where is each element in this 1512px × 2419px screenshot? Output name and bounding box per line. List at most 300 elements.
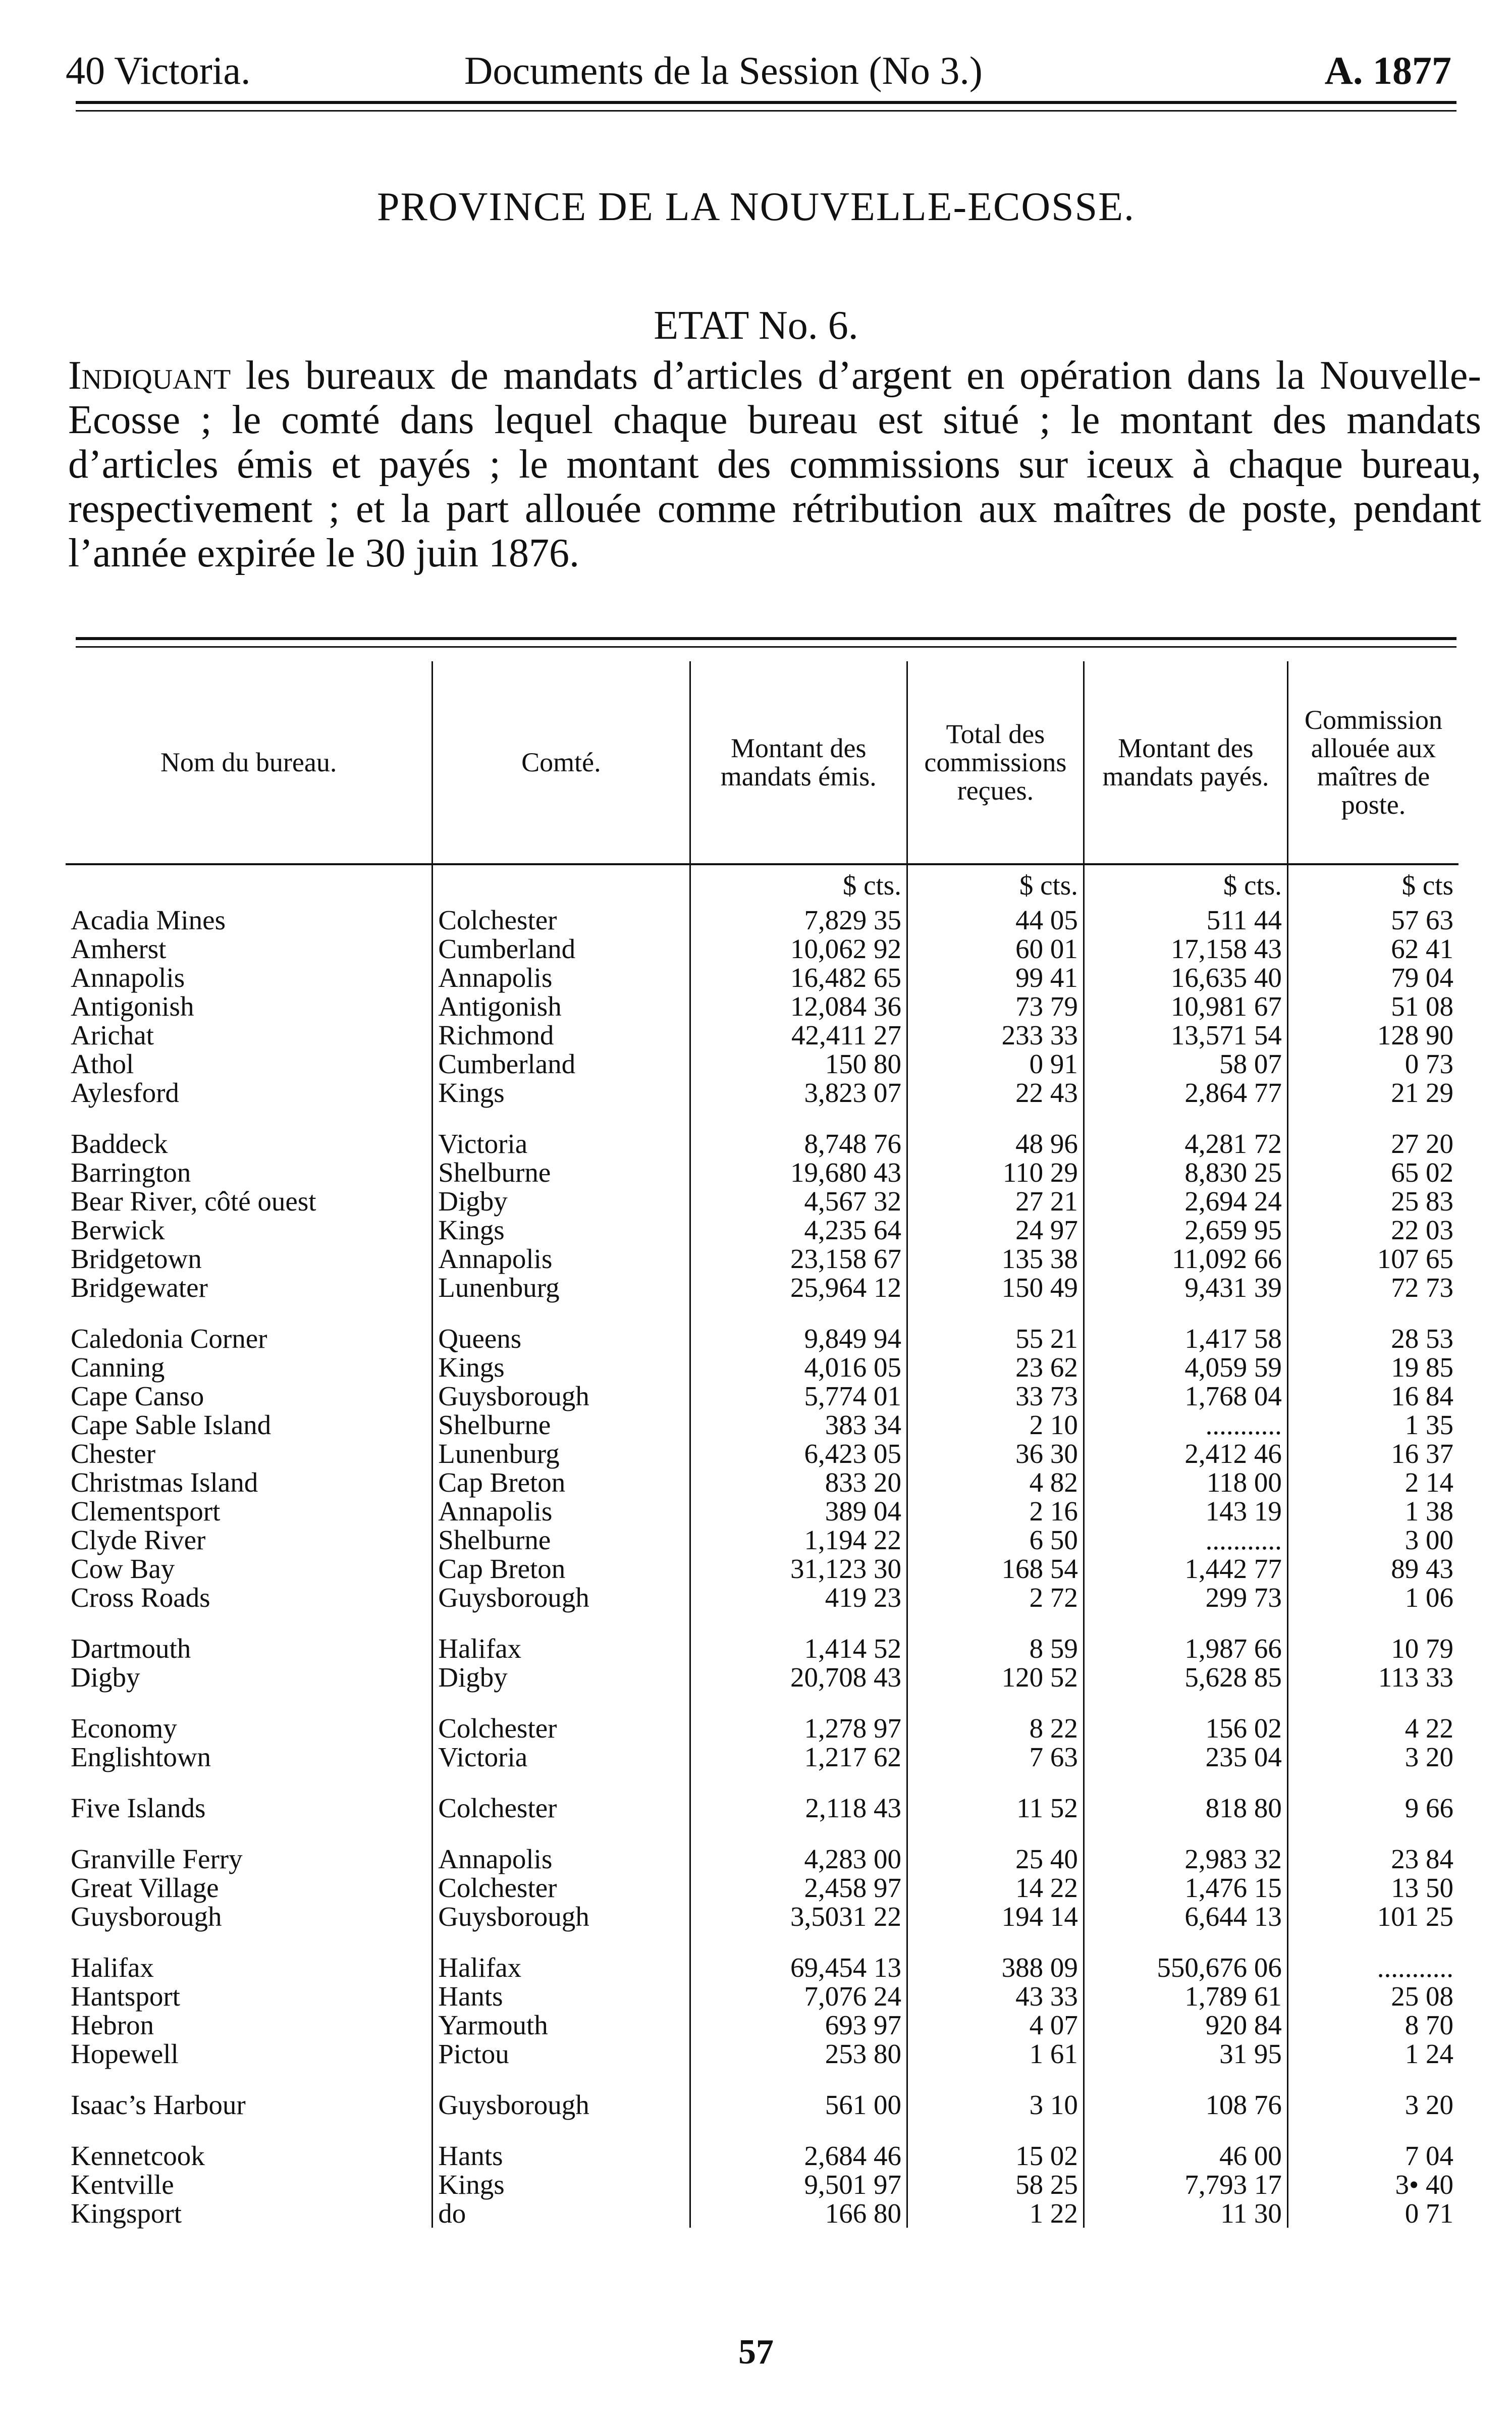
table-row bbox=[66, 1439, 1459, 1468]
issued-amount: 69,454 13 bbox=[690, 1953, 907, 1982]
table-row bbox=[66, 1982, 1459, 2011]
issued-amount: 4,235 64 bbox=[690, 1216, 907, 1244]
commission-amount: 44 05 bbox=[907, 906, 1084, 934]
table-row bbox=[66, 2090, 1459, 2119]
office-name: Christmas Island bbox=[71, 1467, 258, 1498]
commission-amount: 135 38 bbox=[907, 1244, 1084, 1273]
county: Shelburne bbox=[433, 1526, 690, 1554]
issued-amount: 5,774 01 bbox=[690, 1382, 907, 1410]
commission-amount: 58 25 bbox=[907, 2170, 1084, 2199]
table-row bbox=[66, 1158, 1459, 1187]
paid-amount: 1,987 66 bbox=[1084, 1634, 1287, 1663]
county: Lunenburg bbox=[433, 1273, 690, 1302]
county: Halifax bbox=[433, 1953, 690, 1982]
commission-amount: 168 54 bbox=[907, 1554, 1084, 1583]
office-name: Chester bbox=[71, 1438, 156, 1469]
commission-amount: 4 82 bbox=[907, 1468, 1084, 1497]
paid-amount: 17,158 43 bbox=[1084, 934, 1287, 963]
county: Victoria bbox=[433, 1129, 690, 1158]
office-name: Economy bbox=[71, 1713, 177, 1744]
issued-amount: 2,684 46 bbox=[690, 2141, 907, 2170]
commission-amount: 233 33 bbox=[907, 1021, 1084, 1049]
table-row bbox=[66, 1794, 1459, 1822]
county: Halifax bbox=[433, 1634, 690, 1663]
office-name: Bridgewater bbox=[71, 1272, 208, 1303]
commission-amount: 99 41 bbox=[907, 963, 1084, 992]
allowance-amount: 23 84 bbox=[1287, 1845, 1459, 1873]
paid-amount: 143 19 bbox=[1084, 1497, 1287, 1526]
office-name: Great Village bbox=[71, 1872, 219, 1903]
table-row bbox=[66, 1554, 1459, 1583]
paid-amount: 235 04 bbox=[1084, 1743, 1287, 1771]
office-name: Cape Sable Island bbox=[71, 1409, 272, 1440]
paid-amount: 10,981 67 bbox=[1084, 992, 1287, 1021]
table-row bbox=[66, 1902, 1459, 1931]
allowance-amount: 10 79 bbox=[1287, 1634, 1459, 1663]
office-name: Granville Ferry bbox=[71, 1844, 243, 1874]
commission-amount: 55 21 bbox=[907, 1324, 1084, 1353]
allowance-amount: 1 06 bbox=[1287, 1583, 1459, 1612]
group-spacer bbox=[66, 2068, 1459, 2090]
allowance-amount: 2 14 bbox=[1287, 1468, 1459, 1497]
county: Digby bbox=[433, 1187, 690, 1216]
header-volume: 40 Victoria. bbox=[66, 48, 251, 92]
issued-amount: 19,680 43 bbox=[690, 1158, 907, 1187]
issued-amount: 16,482 65 bbox=[690, 963, 907, 992]
running-header bbox=[66, 48, 1451, 93]
office-name: Cow Bay bbox=[71, 1553, 175, 1584]
commission-amount: 110 29 bbox=[907, 1158, 1084, 1187]
office-name: Amherst bbox=[71, 933, 167, 964]
table-row bbox=[66, 1187, 1459, 1216]
office-name: Kingsport bbox=[71, 2198, 182, 2229]
allowance-amount: 57 63 bbox=[1287, 906, 1459, 934]
allowance-amount: 3 00 bbox=[1287, 1526, 1459, 1554]
commission-amount: 194 14 bbox=[907, 1902, 1084, 1931]
issued-amount: 166 80 bbox=[690, 2199, 907, 2228]
county: Colchester bbox=[433, 906, 690, 934]
header-paid: Montant des mandats payés. bbox=[1084, 661, 1287, 864]
county: Cumberland bbox=[433, 934, 690, 963]
paid-amount: 4,281 72 bbox=[1084, 1129, 1287, 1158]
paid-amount: 1,789 61 bbox=[1084, 1982, 1287, 2011]
table-row bbox=[66, 1714, 1459, 1743]
county: Guysborough bbox=[433, 1583, 690, 1612]
allowance-amount: 51 08 bbox=[1287, 992, 1459, 1021]
paid-amount: 299 73 bbox=[1084, 1583, 1287, 1612]
county: Annapolis bbox=[433, 1845, 690, 1873]
intro-first-word: Indiquant bbox=[68, 353, 231, 398]
commission-amount: 11 52 bbox=[907, 1794, 1084, 1822]
issued-amount: 7,076 24 bbox=[690, 1982, 907, 2011]
office-name: Dartmouth bbox=[71, 1633, 191, 1664]
issued-amount: 12,084 36 bbox=[690, 992, 907, 1021]
paid-amount: 31 95 bbox=[1084, 2039, 1287, 2068]
allowance-amount: ........... bbox=[1287, 1953, 1459, 1982]
commission-amount: 1 61 bbox=[907, 2039, 1084, 2068]
header-county: Comté. bbox=[433, 661, 690, 864]
header-rule-bottom bbox=[76, 110, 1456, 112]
issued-amount: 1,217 62 bbox=[690, 1743, 907, 1771]
office-name: Five Islands bbox=[71, 1793, 206, 1823]
commission-amount: 388 09 bbox=[907, 1953, 1084, 1982]
paid-amount: 2,659 95 bbox=[1084, 1216, 1287, 1244]
paid-amount: 2,694 24 bbox=[1084, 1187, 1287, 1216]
allowance-amount: 1 38 bbox=[1287, 1497, 1459, 1526]
office-name: Barrington bbox=[71, 1157, 191, 1188]
paid-amount: 9,431 39 bbox=[1084, 1273, 1287, 1302]
issued-amount: 42,411 27 bbox=[690, 1021, 907, 1049]
allowance-amount: 89 43 bbox=[1287, 1554, 1459, 1583]
issued-amount: 150 80 bbox=[690, 1049, 907, 1078]
county: Hants bbox=[433, 2141, 690, 2170]
paid-amount: 58 07 bbox=[1084, 1049, 1287, 1078]
issued-amount: 8,748 76 bbox=[690, 1129, 907, 1158]
group-spacer bbox=[66, 1612, 1459, 1634]
issued-amount: 1,194 22 bbox=[690, 1526, 907, 1554]
commission-amount: 0 91 bbox=[907, 1049, 1084, 1078]
issued-amount: 2,458 97 bbox=[690, 1873, 907, 1902]
office-name: Baddeck bbox=[71, 1128, 168, 1159]
commission-amount: 60 01 bbox=[907, 934, 1084, 963]
table-row bbox=[66, 1129, 1459, 1158]
group-spacer bbox=[66, 1822, 1459, 1845]
office-name: Bear River, côté ouest bbox=[71, 1186, 316, 1217]
issued-amount: 419 23 bbox=[690, 1583, 907, 1612]
table-rule-top-thin bbox=[76, 646, 1456, 648]
allowance-amount: 128 90 bbox=[1287, 1021, 1459, 1049]
allowance-amount: 1 24 bbox=[1287, 2039, 1459, 2068]
commission-amount: 15 02 bbox=[907, 2141, 1084, 2170]
table-row bbox=[66, 1324, 1459, 1353]
allowance-amount: 3 20 bbox=[1287, 1743, 1459, 1771]
office-name: Englishtown bbox=[71, 1742, 211, 1772]
county: Queens bbox=[433, 1324, 690, 1353]
issued-amount: 1,414 52 bbox=[690, 1634, 907, 1663]
paid-amount: 550,676 06 bbox=[1084, 1953, 1287, 1982]
allowance-amount: 3• 40 bbox=[1287, 2170, 1459, 2199]
table-row bbox=[66, 992, 1459, 1021]
paid-amount: 156 02 bbox=[1084, 1714, 1287, 1743]
table-row bbox=[66, 963, 1459, 992]
table-row bbox=[66, 1382, 1459, 1410]
page-number: 57 bbox=[738, 2333, 774, 2372]
county: Annapolis bbox=[433, 1497, 690, 1526]
header-rule-top bbox=[76, 101, 1456, 104]
table-row bbox=[66, 1743, 1459, 1771]
paid-amount: 4,059 59 bbox=[1084, 1353, 1287, 1382]
unit-allowance: $ cts bbox=[1287, 864, 1459, 906]
paid-amount: 920 84 bbox=[1084, 2011, 1287, 2039]
table-row bbox=[66, 1497, 1459, 1526]
commission-amount: 8 59 bbox=[907, 1634, 1084, 1663]
commission-amount: 6 50 bbox=[907, 1526, 1084, 1554]
county: Colchester bbox=[433, 1714, 690, 1743]
issued-amount: 383 34 bbox=[690, 1410, 907, 1439]
issued-amount: 4,567 32 bbox=[690, 1187, 907, 1216]
issued-amount: 253 80 bbox=[690, 2039, 907, 2068]
paid-amount: 2,864 77 bbox=[1084, 1078, 1287, 1107]
issued-amount: 2,118 43 bbox=[690, 1794, 907, 1822]
commission-amount: 14 22 bbox=[907, 1873, 1084, 1902]
county: Lunenburg bbox=[433, 1439, 690, 1468]
paid-amount: 818 80 bbox=[1084, 1794, 1287, 1822]
allowance-amount: 62 41 bbox=[1287, 934, 1459, 963]
table-row bbox=[66, 1845, 1459, 1873]
allowance-amount: 1 35 bbox=[1287, 1410, 1459, 1439]
table-row bbox=[66, 1468, 1459, 1497]
office-name: Digby bbox=[71, 1662, 140, 1693]
office-name: Guysborough bbox=[71, 1901, 222, 1932]
paid-amount: 6,644 13 bbox=[1084, 1902, 1287, 1931]
allowance-amount: 101 25 bbox=[1287, 1902, 1459, 1931]
county: Colchester bbox=[433, 1794, 690, 1822]
commission-amount: 4 07 bbox=[907, 2011, 1084, 2039]
commission-amount: 33 73 bbox=[907, 1382, 1084, 1410]
county: Guysborough bbox=[433, 1382, 690, 1410]
office-name: Annapolis bbox=[71, 962, 185, 993]
issued-amount: 3,5031 22 bbox=[690, 1902, 907, 1931]
group-spacer bbox=[66, 1692, 1459, 1714]
intro-paragraph bbox=[68, 353, 1481, 575]
allowance-amount: 107 65 bbox=[1287, 1244, 1459, 1273]
commission-amount: 25 40 bbox=[907, 1845, 1084, 1873]
paid-amount: 1,442 77 bbox=[1084, 1554, 1287, 1583]
county: Yarmouth bbox=[433, 2011, 690, 2039]
unit-issued: $ cts. bbox=[690, 864, 907, 906]
paid-amount: 511 44 bbox=[1084, 906, 1287, 934]
county: Cap Breton bbox=[433, 1468, 690, 1497]
office-name: Caledonia Corner bbox=[71, 1323, 267, 1354]
group-spacer bbox=[66, 1931, 1459, 1953]
paid-amount: 11 30 bbox=[1084, 2199, 1287, 2228]
county: Colchester bbox=[433, 1873, 690, 1902]
county: Pictou bbox=[433, 2039, 690, 2068]
table-row bbox=[66, 2141, 1459, 2170]
issued-amount: 1,278 97 bbox=[690, 1714, 907, 1743]
table-row bbox=[66, 1273, 1459, 1302]
paid-amount: ........... bbox=[1084, 1526, 1287, 1554]
commission-amount: 8 22 bbox=[907, 1714, 1084, 1743]
issued-amount: 693 97 bbox=[690, 2011, 907, 2039]
commission-amount: 120 52 bbox=[907, 1663, 1084, 1692]
commission-amount: 1 22 bbox=[907, 2199, 1084, 2228]
table-row bbox=[66, 1244, 1459, 1273]
commission-amount: 150 49 bbox=[907, 1273, 1084, 1302]
allowance-amount: 0 71 bbox=[1287, 2199, 1459, 2228]
issued-amount: 389 04 bbox=[690, 1497, 907, 1526]
commission-amount: 22 43 bbox=[907, 1078, 1084, 1107]
paid-amount: 1,768 04 bbox=[1084, 1382, 1287, 1410]
header-issued: Montant des mandats émis. bbox=[690, 661, 907, 864]
header-year: A. 1877 bbox=[1324, 48, 1451, 92]
paid-amount: 1,417 58 bbox=[1084, 1324, 1287, 1353]
table-row bbox=[66, 1873, 1459, 1902]
allowance-amount: 4 22 bbox=[1287, 1714, 1459, 1743]
issued-amount: 25,964 12 bbox=[690, 1273, 907, 1302]
office-name: Athol bbox=[71, 1048, 134, 1079]
paid-amount: 5,628 85 bbox=[1084, 1663, 1287, 1692]
paid-amount: ........... bbox=[1084, 1410, 1287, 1439]
issued-amount: 3,823 07 bbox=[690, 1078, 907, 1107]
office-name: Kennetcook bbox=[71, 2140, 205, 2171]
units-row bbox=[66, 864, 1459, 906]
county: Guysborough bbox=[433, 2090, 690, 2119]
allowance-amount: 79 04 bbox=[1287, 963, 1459, 992]
county: do bbox=[433, 2199, 690, 2228]
county: Cap Breton bbox=[433, 1554, 690, 1583]
allowance-amount: 9 66 bbox=[1287, 1794, 1459, 1822]
allowance-amount: 25 83 bbox=[1287, 1187, 1459, 1216]
page-title: PROVINCE DE LA NOUVELLE-ECOSSE. bbox=[377, 185, 1135, 229]
allowance-amount: 7 04 bbox=[1287, 2141, 1459, 2170]
office-name: Hopewell bbox=[71, 2038, 179, 2069]
county: Kings bbox=[433, 2170, 690, 2199]
header-name: Nom du bureau. bbox=[160, 747, 337, 777]
office-name: Berwick bbox=[71, 1215, 165, 1245]
table-body bbox=[66, 906, 1459, 2228]
group-spacer bbox=[66, 1107, 1459, 1129]
money-order-table bbox=[66, 661, 1459, 2228]
paid-amount: 2,412 46 bbox=[1084, 1439, 1287, 1468]
unit-commissions: $ cts. bbox=[907, 864, 1084, 906]
table-row bbox=[66, 1410, 1459, 1439]
county: Shelburne bbox=[433, 1410, 690, 1439]
county: Richmond bbox=[433, 1021, 690, 1049]
office-name: Aylesford bbox=[71, 1077, 179, 1108]
county: Kings bbox=[433, 1078, 690, 1107]
paid-amount: 13,571 54 bbox=[1084, 1021, 1287, 1049]
county: Antigonish bbox=[433, 992, 690, 1021]
table-row bbox=[66, 2011, 1459, 2039]
table-row bbox=[66, 1953, 1459, 1982]
table-header-row bbox=[66, 661, 1459, 864]
office-name: Arichat bbox=[71, 1020, 154, 1050]
commission-amount: 43 33 bbox=[907, 1982, 1084, 2011]
allowance-amount: 0 73 bbox=[1287, 1049, 1459, 1078]
issued-amount: 7,829 35 bbox=[690, 906, 907, 934]
allowance-amount: 22 03 bbox=[1287, 1216, 1459, 1244]
allowance-amount: 16 84 bbox=[1287, 1382, 1459, 1410]
issued-amount: 6,423 05 bbox=[690, 1439, 907, 1468]
office-name: Isaac’s Harbour bbox=[71, 2089, 246, 2120]
paid-amount: 118 00 bbox=[1084, 1468, 1287, 1497]
county: Hants bbox=[433, 1982, 690, 2011]
paid-amount: 108 76 bbox=[1084, 2090, 1287, 2119]
table-rule-top bbox=[76, 637, 1456, 640]
commission-amount: 73 79 bbox=[907, 992, 1084, 1021]
office-name: Canning bbox=[71, 1352, 165, 1383]
commission-amount: 3 10 bbox=[907, 2090, 1084, 2119]
table-row bbox=[66, 1526, 1459, 1554]
commission-amount: 23 62 bbox=[907, 1353, 1084, 1382]
allowance-amount: 8 70 bbox=[1287, 2011, 1459, 2039]
allowance-amount: 65 02 bbox=[1287, 1158, 1459, 1187]
issued-amount: 833 20 bbox=[690, 1468, 907, 1497]
office-name: Acadia Mines bbox=[71, 905, 226, 935]
county: Kings bbox=[433, 1216, 690, 1244]
office-name: Clyde River bbox=[71, 1524, 206, 1555]
header-commissions: Total des commissions reçues. bbox=[907, 661, 1084, 864]
paid-amount: 46 00 bbox=[1084, 2141, 1287, 2170]
office-name: Cross Roads bbox=[71, 1582, 210, 1613]
table-row bbox=[66, 2039, 1459, 2068]
county: Cumberland bbox=[433, 1049, 690, 1078]
table-row bbox=[66, 1663, 1459, 1692]
commission-amount: 2 10 bbox=[907, 1410, 1084, 1439]
commission-amount: 2 16 bbox=[907, 1497, 1084, 1526]
office-name: Kentville bbox=[71, 2169, 174, 2200]
paid-amount: 7,793 17 bbox=[1084, 2170, 1287, 2199]
allowance-amount: 21 29 bbox=[1287, 1078, 1459, 1107]
office-name: Hebron bbox=[71, 2010, 154, 2040]
commission-amount: 36 30 bbox=[907, 1439, 1084, 1468]
table-row bbox=[66, 934, 1459, 963]
table-row bbox=[66, 1021, 1459, 1049]
statement-number: ETAT No. 6. bbox=[654, 303, 858, 348]
county: Guysborough bbox=[433, 1902, 690, 1931]
allowance-amount: 3 20 bbox=[1287, 2090, 1459, 2119]
commission-amount: 7 63 bbox=[907, 1743, 1084, 1771]
allowance-amount: 28 53 bbox=[1287, 1324, 1459, 1353]
county: Victoria bbox=[433, 1743, 690, 1771]
issued-amount: 9,501 97 bbox=[690, 2170, 907, 2199]
table-row bbox=[66, 2170, 1459, 2199]
paid-amount: 8,830 25 bbox=[1084, 1158, 1287, 1187]
issued-amount: 4,016 05 bbox=[690, 1353, 907, 1382]
allowance-amount: 27 20 bbox=[1287, 1129, 1459, 1158]
allowance-amount: 16 37 bbox=[1287, 1439, 1459, 1468]
intro-text: les bureaux de mandats d’articles d’argent en opération dans la Nouvelle-Ecosse ; le comté dans lequel chaque bureau est situé ; le montant des mandats d’articles émis et payés ; le montant des commissions sur iceux à chaque bureau, respectivement ; et la part allouée comme rétribution aux maîtres de poste, pendant l’année expirée le 30 juin 1876. bbox=[68, 353, 1482, 575]
county: Shelburne bbox=[433, 1158, 690, 1187]
allowance-amount: 19 85 bbox=[1287, 1353, 1459, 1382]
allowance-amount: 113 33 bbox=[1287, 1663, 1459, 1692]
paid-amount: 11,092 66 bbox=[1084, 1244, 1287, 1273]
office-name: Halifax bbox=[71, 1952, 154, 1983]
commission-amount: 48 96 bbox=[907, 1129, 1084, 1158]
office-name: Antigonish bbox=[71, 991, 194, 1022]
table-row bbox=[66, 906, 1459, 934]
commission-amount: 24 97 bbox=[907, 1216, 1084, 1244]
office-name: Hantsport bbox=[71, 1981, 180, 2012]
paid-amount: 1,476 15 bbox=[1084, 1873, 1287, 1902]
issued-amount: 20,708 43 bbox=[690, 1663, 907, 1692]
allowance-amount: 13 50 bbox=[1287, 1873, 1459, 1902]
group-spacer bbox=[66, 2119, 1459, 2141]
issued-amount: 23,158 67 bbox=[690, 1244, 907, 1273]
table-row bbox=[66, 1583, 1459, 1612]
issued-amount: 561 00 bbox=[690, 2090, 907, 2119]
allowance-amount: 72 73 bbox=[1287, 1273, 1459, 1302]
table-row bbox=[66, 1353, 1459, 1382]
issued-amount: 31,123 30 bbox=[690, 1554, 907, 1583]
table-row bbox=[66, 1078, 1459, 1107]
table-row bbox=[66, 1216, 1459, 1244]
header-session: Documents de la Session (No 3.) bbox=[464, 48, 983, 92]
county: Digby bbox=[433, 1663, 690, 1692]
office-name: Bridgetown bbox=[71, 1243, 202, 1274]
table-row bbox=[66, 1634, 1459, 1663]
allowance-amount: 25 08 bbox=[1287, 1982, 1459, 2011]
county: Kings bbox=[433, 1353, 690, 1382]
table-row bbox=[66, 2199, 1459, 2228]
header-allowance: Commission allouée aux maîtres de poste. bbox=[1287, 661, 1459, 864]
commission-amount: 2 72 bbox=[907, 1583, 1084, 1612]
office-name: Cape Canso bbox=[71, 1381, 204, 1411]
issued-amount: 9,849 94 bbox=[690, 1324, 907, 1353]
commission-amount: 27 21 bbox=[907, 1187, 1084, 1216]
paid-amount: 16,635 40 bbox=[1084, 963, 1287, 992]
